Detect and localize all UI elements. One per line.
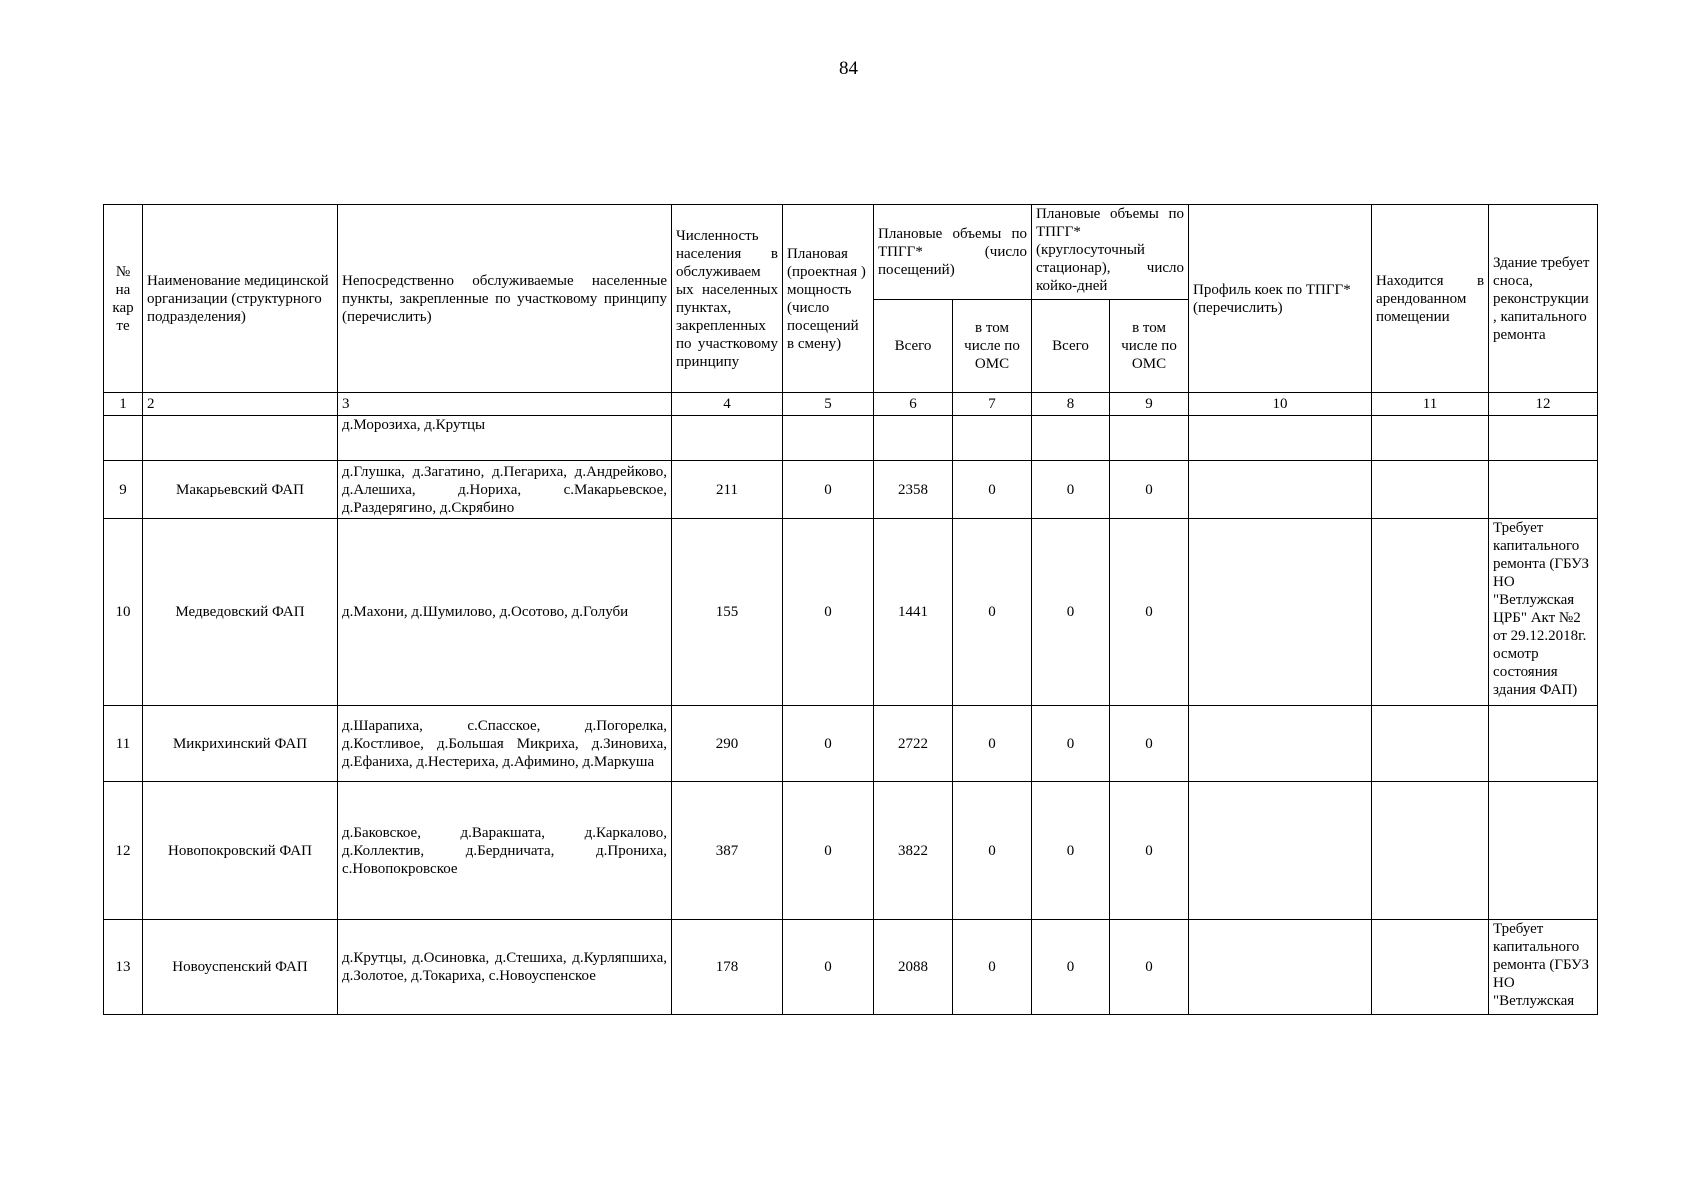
- column-number: 9: [1110, 393, 1189, 416]
- visits-total-cell: 2088: [874, 920, 953, 1015]
- rented-cell: [1372, 920, 1489, 1015]
- visits-total-cell: 1441: [874, 519, 953, 706]
- header-bed-profile: Профиль коек по ТПГГ* (перечислить): [1189, 205, 1372, 393]
- row-number: 10: [104, 519, 143, 706]
- population-cell: 290: [672, 706, 783, 782]
- column-number: 10: [1189, 393, 1372, 416]
- visits-total-cell: 2358: [874, 461, 953, 519]
- settlements-cell: д.Махони, д.Шумилово, д.Осотово, д.Голуби: [338, 519, 672, 706]
- capacity-cell: 0: [783, 920, 874, 1015]
- header-rented: Находится в арендованном помещении: [1372, 205, 1489, 393]
- header-settlements: Непосредственно обслуживаемые населенные пункты, закрепленные по участковому принципу (перечислить): [338, 205, 672, 393]
- rented-cell: [1372, 461, 1489, 519]
- settlements-cell: д.Глушка, д.Загатино, д.Пегариха, д.Андрейково, д.Алешиха, д.Нориха, с.Макарьевское, д.Раздерягино, д.Скрябино: [338, 461, 672, 519]
- column-number: 7: [953, 393, 1032, 416]
- capacity-cell: 0: [783, 782, 874, 920]
- population-cell: 387: [672, 782, 783, 920]
- settlements-cell: д.Морозиха, д.Крутцы: [338, 416, 672, 461]
- header-capacity: Плановая (проектная ) мощность (число посещений в смену): [783, 205, 874, 393]
- medical-facilities-table: [103, 204, 1598, 1015]
- facility-name: Макарьевский ФАП: [143, 461, 338, 519]
- header-planned-visits: Плановые объемы по ТПГГ* (число посещений): [874, 205, 1032, 300]
- column-number: 4: [672, 393, 783, 416]
- table-row: [104, 706, 1598, 782]
- table-row: [104, 519, 1598, 706]
- repair-cell: Требует капитального ремонта (ГБУЗ НО "Ветлужская: [1489, 920, 1598, 1015]
- visits-oms-cell: 0: [953, 519, 1032, 706]
- row-number: 12: [104, 782, 143, 920]
- repair-cell: [1489, 782, 1598, 920]
- column-numbers-row: [104, 393, 1598, 416]
- facility-name: Медведовский ФАП: [143, 519, 338, 706]
- table-row: [104, 920, 1598, 1015]
- header-planned-beddays: Плановые объемы по ТПГГ* (круглосуточный стационар), число койко-дней: [1032, 205, 1189, 300]
- settlements-cell: д.Шарапиха, с.Спасское, д.Погорелка, д.Костливое, д.Большая Микриха, д.Зиновиха, д.Ефаниха, д.Нестериха, д.Афимино, д.Маркуша: [338, 706, 672, 782]
- column-number: 11: [1372, 393, 1489, 416]
- bed-profile-cell: [1189, 706, 1372, 782]
- visits-total-cell: 3822: [874, 782, 953, 920]
- population-cell: 178: [672, 920, 783, 1015]
- capacity-cell: 0: [783, 461, 874, 519]
- page-number: 84: [839, 58, 858, 79]
- facility-name: Новоуспенский ФАП: [143, 920, 338, 1015]
- beddays-oms-cell: 0: [1110, 782, 1189, 920]
- repair-cell: [1489, 461, 1598, 519]
- continuation-row: [104, 416, 1598, 461]
- table-row: [104, 782, 1598, 920]
- bed-profile-cell: [1189, 519, 1372, 706]
- header-number: № на кар те: [104, 205, 143, 393]
- header-repair: Здание требует сноса, реконструкции , капитального ремонта: [1489, 205, 1598, 393]
- facility-name: Микрихинский ФАП: [143, 706, 338, 782]
- column-number: 6: [874, 393, 953, 416]
- row-number: 9: [104, 461, 143, 519]
- beddays-oms-cell: 0: [1110, 706, 1189, 782]
- row-number: 13: [104, 920, 143, 1015]
- repair-cell: Требует капитального ремонта (ГБУЗ НО "Ветлужская ЦРБ" Акт №2 от 29.12.2018г. осмотр состояния здания ФАП): [1489, 519, 1598, 706]
- settlements-cell: д.Крутцы, д.Осиновка, д.Стешиха, д.Курляпшиха, д.Золотое, д.Токариха, с.Новоуспенское: [338, 920, 672, 1015]
- beddays-oms-cell: 0: [1110, 519, 1189, 706]
- population-cell: 155: [672, 519, 783, 706]
- visits-total-cell: 2722: [874, 706, 953, 782]
- header-population: Численность населения в обслуживаем ых населенных пунктах, закрепленных по участковому принципу: [672, 205, 783, 393]
- header-beddays-total: Всего: [1032, 300, 1110, 393]
- column-number: 5: [783, 393, 874, 416]
- visits-oms-cell: 0: [953, 461, 1032, 519]
- population-cell: 211: [672, 461, 783, 519]
- bed-profile-cell: [1189, 920, 1372, 1015]
- capacity-cell: 0: [783, 706, 874, 782]
- header-visits-total: Всего: [874, 300, 953, 393]
- capacity-cell: 0: [783, 519, 874, 706]
- header-organization: Наименование медицинской организации (структурного подразделения): [143, 205, 338, 393]
- column-number: 3: [338, 393, 672, 416]
- column-number: 2: [143, 393, 338, 416]
- rented-cell: [1372, 519, 1489, 706]
- beddays-total-cell: 0: [1032, 920, 1110, 1015]
- column-number: 1: [104, 393, 143, 416]
- bed-profile-cell: [1189, 461, 1372, 519]
- header-visits-oms: в том числе по ОМС: [953, 300, 1032, 393]
- settlements-cell: д.Баковское, д.Варакшата, д.Каркалово, д.Коллектив, д.Бердничата, д.Прониха, с.Новопокровское: [338, 782, 672, 920]
- rented-cell: [1372, 782, 1489, 920]
- beddays-oms-cell: 0: [1110, 461, 1189, 519]
- beddays-total-cell: 0: [1032, 461, 1110, 519]
- beddays-total-cell: 0: [1032, 519, 1110, 706]
- beddays-total-cell: 0: [1032, 782, 1110, 920]
- column-number: 12: [1489, 393, 1598, 416]
- row-number: 11: [104, 706, 143, 782]
- repair-cell: [1489, 706, 1598, 782]
- beddays-total-cell: 0: [1032, 706, 1110, 782]
- rented-cell: [1372, 706, 1489, 782]
- bed-profile-cell: [1189, 782, 1372, 920]
- visits-oms-cell: 0: [953, 782, 1032, 920]
- visits-oms-cell: 0: [953, 920, 1032, 1015]
- header-beddays-oms: в том числе по ОМС: [1110, 300, 1189, 393]
- visits-oms-cell: 0: [953, 706, 1032, 782]
- beddays-oms-cell: 0: [1110, 920, 1189, 1015]
- column-number: 8: [1032, 393, 1110, 416]
- facility-name: Новопокровский ФАП: [143, 782, 338, 920]
- table-row: [104, 461, 1598, 519]
